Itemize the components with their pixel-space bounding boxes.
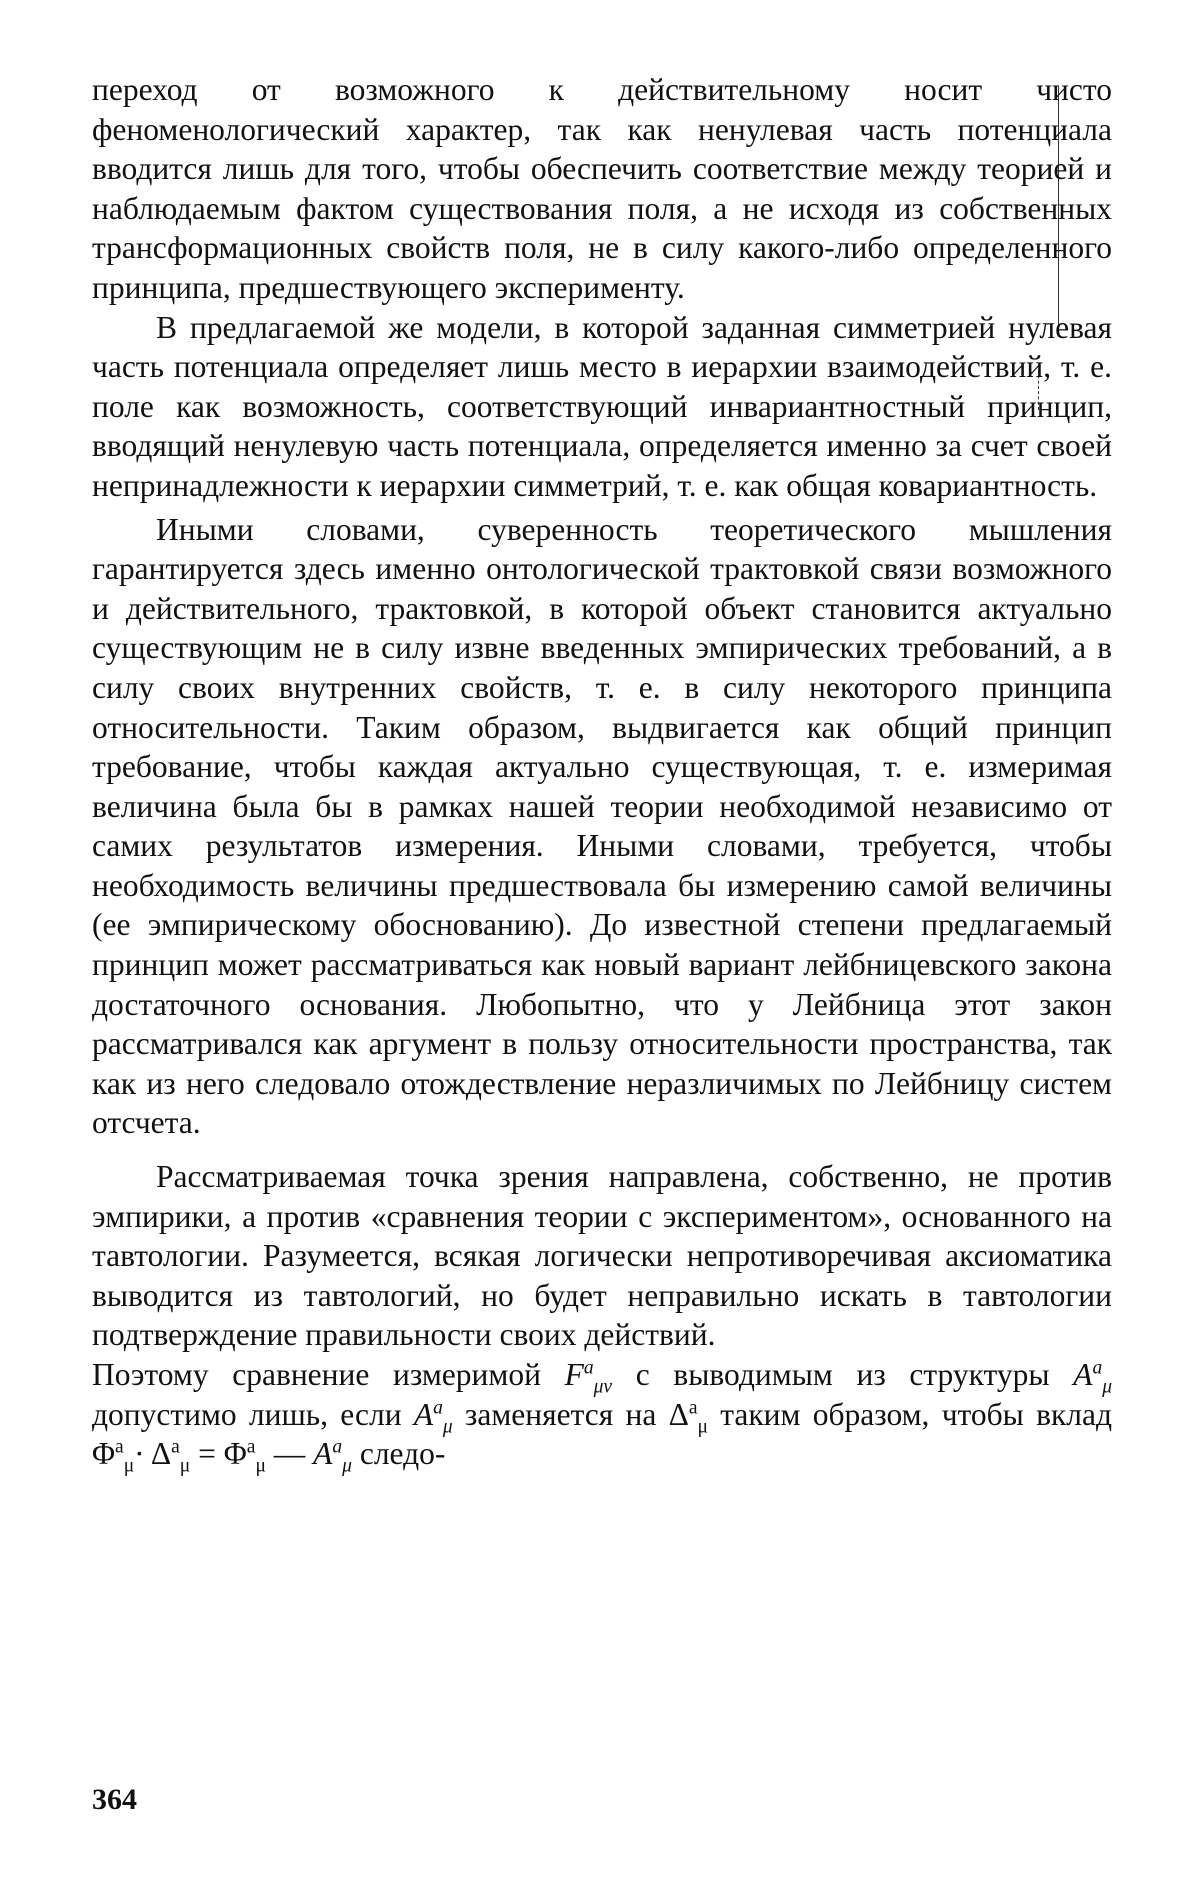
math-A: $A^a_\mu$ bbox=[313, 1436, 352, 1477]
paragraph: Иными словами, суверенность теоретического мышления гарантируется здесь именно онтологической трактовкой связи возможного и действительного, трактовкой, в которой объект становится актуально существующим не в силу извне введенных эмпирических требований, а в силу своих внутренних свойств, т. е. в силу некоторого принципа относительности. Таким образом, выдвигается как общий принцип требование, чтобы каждая актуально существующая, т. е. измеримая величина была бы в рамках нашей теории необходимой независимо от самих результатов измерения. Иными словами, требуется, чтобы необходимость величины предшествовала бы измерению самой величины (ее эмпирическому обоснованию). До известной степени предлагаемый принцип может рассматриваться как новый вариант лейбницевского закона достаточного основания. Любопытно, что у Лейбница этот закон рассматривался как аргумент в пользу относительности пространства, так как из него следовало отождествление неразличимых по Лейбницу систем отсчета. bbox=[92, 511, 1112, 1141]
text-run: — bbox=[265, 1436, 314, 1472]
paragraph: переход от возможного к действительному носит чисто феноменологический характер, так как ненулевая часть потенциала вводится лишь для того, чтобы обеспечить соответствие между теорией и наблюдаемым фактом существования поля, а не исходя из собственных трансформационных свойств поля, не в силу какого-либо определенного принципа, предшествующего эксперименту. bbox=[92, 72, 1112, 305]
text-run: Поэтому сравнение измеримой bbox=[92, 1357, 565, 1392]
text-run: таким образом, чтобы вклад bbox=[707, 1396, 1112, 1432]
text-run: с выводимым из структуры bbox=[612, 1357, 1074, 1392]
text-run: следо- bbox=[351, 1436, 446, 1472]
math-Phi: $\Phi^a_\mu$ bbox=[223, 1436, 266, 1477]
math-Delta: $\Delta^a_\mu$ bbox=[668, 1396, 708, 1437]
body-text bbox=[92, 70, 1113, 1477]
paragraph: В предлагаемой же модели, в которой заданная симметрией нулевая часть потенциала определяет лишь место в иерархии взаимодействий, т. е. поле как возможность, соответствующий инвариантностный принцип, вводящий ненулевую часть потенциала, определяется именно за счет своей непринадлежности к иерархии симметрий, т. е. как общая ковариантность. bbox=[92, 309, 1112, 503]
math-Phi: $\Phi^a_\mu$ bbox=[92, 1436, 135, 1477]
math-A: $A^a_\mu$ bbox=[413, 1396, 453, 1437]
text-run: заменяется на bbox=[452, 1396, 669, 1432]
math-A: $A^a_\mu$ bbox=[1073, 1357, 1113, 1398]
text-run: допустимо лишь, если bbox=[92, 1396, 414, 1432]
text-run: = bbox=[190, 1436, 224, 1472]
math-F: $F^a_{\mu\nu}$ bbox=[564, 1357, 613, 1398]
page-number: 364 bbox=[92, 1783, 137, 1816]
text-run: · bbox=[134, 1436, 151, 1472]
paragraph: Рассматриваемая точка зрения направлена, собственно, не против эмпирики, а против «сравнения теории с экспериментом», основанного на тавтологии. Разумеется, всякая логически непротиворечивая аксиоматика выводится из тавтологий, но будет неправильно искать в тавтологии подтверждение правильности своих действий. bbox=[92, 1159, 1112, 1353]
math-Delta: $\Delta^a_\mu$ bbox=[150, 1436, 191, 1477]
paragraph-with-formulas bbox=[92, 1355, 1113, 1477]
